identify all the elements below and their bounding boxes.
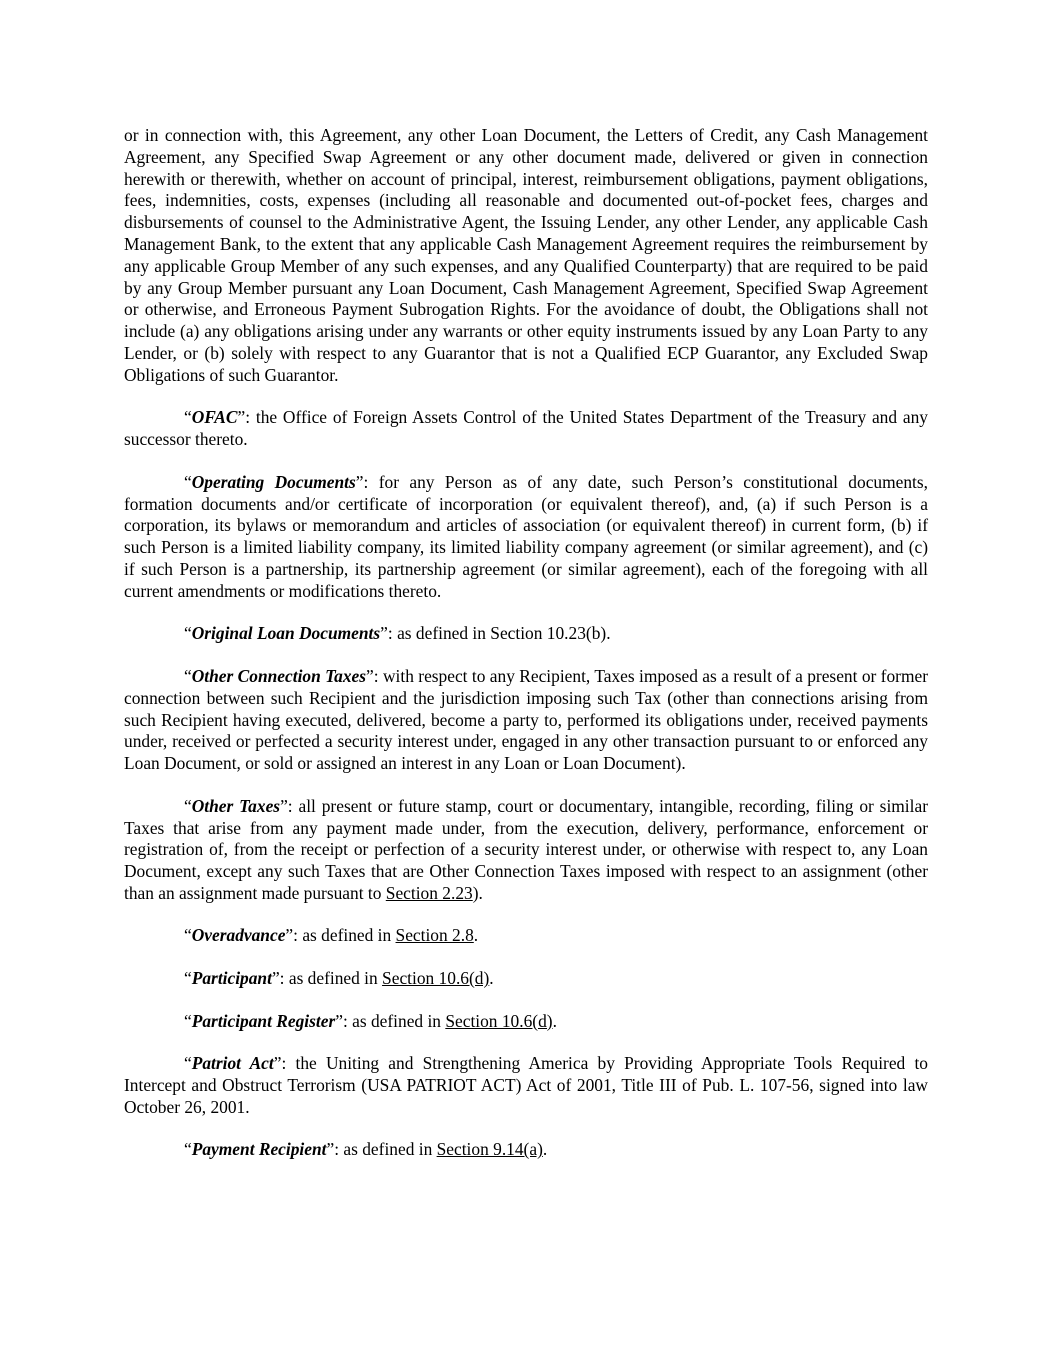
definition-original-loan-documents xyxy=(124,623,928,645)
defined-term-other-taxes: Other Taxes xyxy=(191,795,281,816)
definition-text: with respect to any Recipient, Taxes imposed as a result of a present or former connection between such Recipient and the jurisdiction imposing such Tax (other than connections arising from such Recipient having executed, delivered, become a party to, performed its obligations under, received payments under, received or perfected a security interest under, engaged in any other transaction pursuant to or enforced any Loan Document, or sold or assigned an interest in any Loan or Loan Document). xyxy=(124,665,928,774)
term-separator: ”: xyxy=(355,471,379,492)
term-separator: ”: xyxy=(280,795,299,816)
section-reference-link[interactable]: Section 2.8 xyxy=(395,925,474,946)
term-separator: ”: xyxy=(237,407,256,428)
defined-term-overadvance: Overadvance xyxy=(191,925,286,946)
section-reference-link[interactable]: Section 2.23 xyxy=(385,882,473,903)
term-separator: ”: xyxy=(366,665,383,686)
definition-ofac xyxy=(124,407,928,451)
term-separator: ”: xyxy=(326,1139,344,1160)
definition-overadvance xyxy=(124,925,928,947)
section-reference-link[interactable]: Section 10.6(d) xyxy=(382,968,490,989)
definition-text: as defined in xyxy=(343,1139,437,1160)
definition-payment-recipient xyxy=(124,1139,928,1161)
document-page xyxy=(124,125,928,1182)
term-separator: ”: xyxy=(335,1010,353,1031)
definition-participant xyxy=(124,968,928,990)
open-quote: “ xyxy=(184,407,192,428)
definition-text: as defined in xyxy=(288,968,383,989)
section-reference-link[interactable]: Section 9.14(a) xyxy=(436,1139,543,1160)
definition-text: the Office of Foreign Assets Control of the United States Department of the Treasury and any successor thereto. xyxy=(124,407,928,450)
open-quote: “ xyxy=(184,925,192,946)
open-quote: “ xyxy=(184,1010,192,1031)
definition-text: the Uniting and Strengthening America by Providing Appropriate Tools Required to Intercept and Obstruct Terrorism (USA PATRIOT ACT) Act of 2001, Title III of Pub. L. 107-56, signed into law October 26, 2001. xyxy=(124,1053,928,1117)
open-quote: “ xyxy=(184,968,192,989)
term-separator: ”: xyxy=(380,623,398,644)
term-separator: ”: xyxy=(285,925,303,946)
defined-term-patriot-act: Patriot Act xyxy=(191,1053,274,1074)
defined-term-participant-register: Participant Register xyxy=(191,1010,336,1031)
defined-term-other-connection-taxes: Other Connection Taxes xyxy=(191,665,367,686)
definition-text: as defined in xyxy=(352,1010,446,1031)
open-quote: “ xyxy=(184,1053,192,1074)
defined-term-ofac: OFAC xyxy=(191,407,238,428)
open-quote: “ xyxy=(184,795,192,816)
definition-other-taxes xyxy=(124,796,928,905)
defined-term-original-loan-documents: Original Loan Documents xyxy=(191,623,381,644)
term-separator: ”: xyxy=(271,968,289,989)
definition-text: for any Person as of any date, such Person’s constitutional documents, formation documents and/or certificate of incorporation (or equivalent thereof), and, (a) if such Person is a corporation, its bylaws or memorandum and articles of association (or equivalent thereof) in current form, (b) if such Person is a limited liability company, its limited liability company agreement (or similar agreement), and (c) if such Person is a partnership, its partnership agreement (or similar agreement), each of the foregoing with all current amendments or modifications thereto. xyxy=(124,471,928,601)
defined-term-payment-recipient: Payment Recipient xyxy=(191,1139,327,1160)
definition-text: as defined in Section 10.23(b). xyxy=(397,623,611,644)
term-separator: ”: xyxy=(273,1053,296,1074)
open-quote: “ xyxy=(184,665,192,686)
obligations-continuation-paragraph xyxy=(124,125,928,387)
definition-text: as defined in xyxy=(302,925,396,946)
section-reference-link[interactable]: Section 10.6(d) xyxy=(445,1010,553,1031)
open-quote: “ xyxy=(184,623,192,644)
definition-text-end: . xyxy=(489,968,494,989)
defined-term-operating-documents: Operating Documents xyxy=(191,471,356,492)
definition-text-end: ). xyxy=(472,882,483,903)
open-quote: “ xyxy=(184,1139,192,1160)
definition-other-connection-taxes xyxy=(124,666,928,775)
definition-text-end: . xyxy=(542,1139,548,1160)
definition-text-end: . xyxy=(473,925,479,946)
obligations-continuation-text: or in connection with, this Agreement, any other Loan Document, the Letters of Credit, any Cash Management Agreement, any Specified Swap Agreement or any other document made, delivered or given in connection herewith or therewith, whether on account of principal, interest, reimbursement obligations, payment obligations, fees, indemnities, costs, expenses (including all reasonable and documented out-of-pocket fees, charges and disbursements of counsel to the Administrative Agent, the Issuing Lender, any other Lender, any applicable Cash Management Bank, to the extent that any applicable Cash Management Agreement requires the reimbursement by any applicable Group Member of any such expenses, and any Qualified Counterparty) that are required to be paid by any Group Member pursuant any Loan Document, Cash Management Agreement, Specified Swap Agreement or otherwise, and Erroneous Payment Subrogation Rights. For the avoidance of doubt, the Obligations shall not include (a) any obligations arising under any warrants or other equity instruments issued by any Loan Party to any Lender, or (b) solely with respect to any Guarantor that is not a Qualified ECP Guarantor, any Excluded Swap Obligations of such Guarantor. xyxy=(124,125,928,385)
definition-text-end: . xyxy=(552,1010,557,1031)
definition-participant-register xyxy=(124,1011,928,1033)
definition-text: all present or future stamp, court or documentary, intangible, recording, filing or similar Taxes that arise from any payment made under, from the execution, delivery, performance, enforcement or registration of, from the receipt or perfection of a security interest under, or otherwise with respect to, any Loan Document, except any such Taxes that are Other Connection Taxes imposed with respect to an assignment (other than an assignment made pursuant to xyxy=(124,795,928,903)
defined-term-participant: Participant xyxy=(191,968,272,989)
definition-operating-documents xyxy=(124,472,928,603)
open-quote: “ xyxy=(184,471,192,492)
definition-patriot-act xyxy=(124,1053,928,1118)
